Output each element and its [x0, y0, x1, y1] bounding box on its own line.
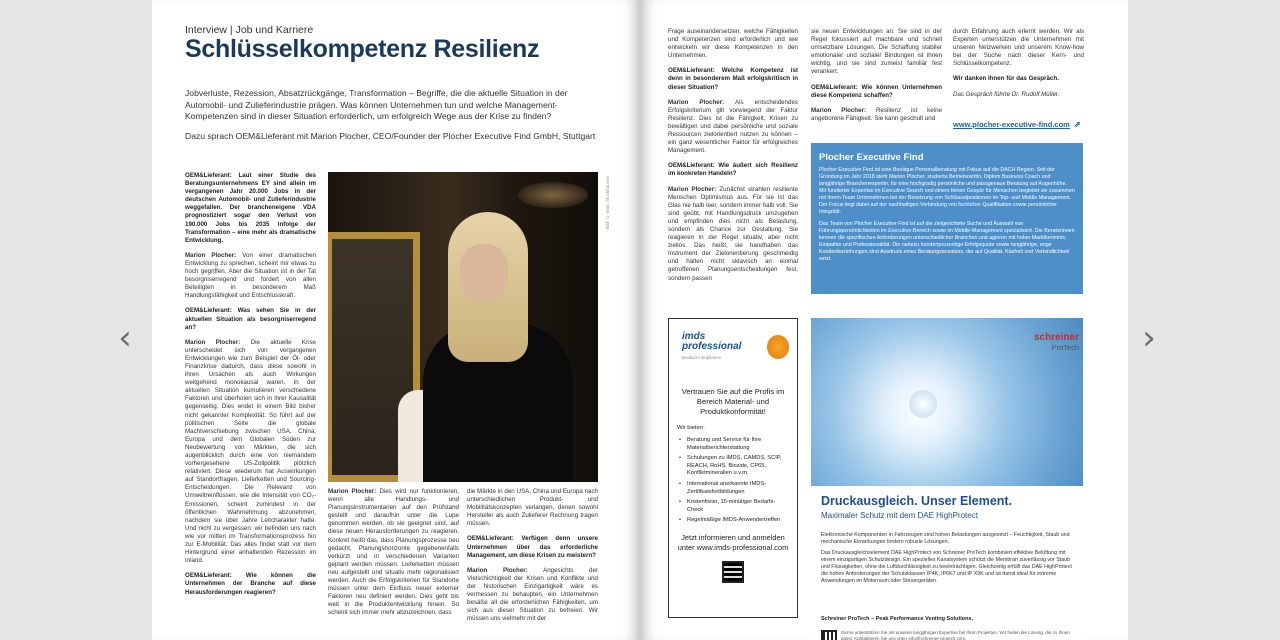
- schreiner-advertisement[interactable]: [811, 318, 1083, 640]
- answer: Marion Plocher: Zunächst strahlen resiliente Menschen Optimismus aus. Für sie ist das Glas nie halb leer, sondern immer halb voll. Sie sind geübt, mit Handlungsdruck umzugehen und empfinden dies nicht als Belastung, sondern als Chance zur Gestaltung. Sie reagieren in der Regel situativ, aber nicht ziellos. Das heißt, sie handhaben das Instrument der Zielorientierung geschmeidig und halten nicht sklavisch an einmal getroffenen Planungsentscheidungen fest, sondern passen: [668, 185, 798, 282]
- photo-person-face: [460, 244, 508, 302]
- list-item: • Schulungen zu IMDS, CAMDS, SCIP, REACH, RoHS, Biozide, CP65, Konfliktmineralien u.v.m.: [687, 455, 789, 478]
- answer: Marion Plocher: Angesichts der Vielschichtigkeit der Krisen und Konflikte und der historischen Einzigartigkeit wäre es vermessen zu behaupten, ein Unternehmen besäße all die erforderlichen Fähigkeiten, um sich aus dieser Situation zu befreien. Wir müssen uns vielmehr mit der: [467, 566, 598, 623]
- question: OEM&Lieferant: Wie äußert sich Resilienz im konkreten Handeln?: [668, 162, 798, 178]
- ad-footer: Gerne unterstützen Sie mit unseren langjährigen Expertise bei Ihren Projekten. Wir finden die Lösung, die zu Ihnen passt. Kontaktieren Sie uns unter info@schreiner-protech.com.: [841, 630, 1070, 640]
- website-link[interactable]: www.plocher-executive-find.com ⇗: [953, 120, 1081, 129]
- qr-code-icon: [821, 630, 837, 640]
- photo-credit: Bild: © Marc Stockhausen: [605, 176, 610, 230]
- info-box-text: Plocher Executive Find ist eine Boutique Personalberatung mit Fokus auf die DACH Region. Seit der Gründung im Jahr 2018 steht Marion Plocher, studierte Betriebswirtin, Diplom Business Coach und langjährige Branchenexpertin, für eine hochgradig persönliche und passgenaue Beratung auf Augenhöhe. Mit fundierter Expertise im Executive Search und einem feinen Gespür für Menschen begleitet sie zusammen mit ihrem Team Unternehmen bei der Besetzung von Schlüsselpositionen im Top- und Middle Management. Der Fokus liegt dabei auf der nachhaltigen Verbindung von fachlicher Qualifikation sowie persönlicher Integrität. Das Team von Plocher Executive Find ist auf die zielgerichtete Suche und Auswahl von Führungspersönlichkeiten im Executive-Bereich sowie im Middle-Management spezialisiert. Die Beraterinnen kennen die spezifischen Anforderungen unterschiedlicher Branchen und agieren mit hoher Marktkenntnis, Empathie und Professionalität. Die nahezu hundertprozentige Erfolgsquote sowie langjährige, enge Kundenbeziehungen sind Ausdruck eines Beratungsansatzes, der auf Qualität, Klarheit und Verbindlichkeit setzt.: [819, 167, 1075, 262]
- answer: durch Erfahrung auch erlernt werden. Wir als Experten unterstützen die Unternehmen mit unseren Netzwerken und unserem Know-how bei der Suche nach dieser Kern- und Schlüsselkompetenz.: [953, 28, 1084, 68]
- right-column-1: [668, 28, 798, 310]
- left-column-1: [185, 172, 316, 640]
- answer: Marion Plocher: Von einer dramatischen Entwicklung zu sprechen, scheint mir etwas zu hoch gegriffen. Aber die Situation ist in der Tat besorgniserregend und fordert von allen Beteiligten in besonderem Maß Handlungsfähigkeit und Entschlusskraft.: [185, 251, 316, 300]
- vent-element-icon: [909, 390, 937, 418]
- thanks-line: Wir danken Ihnen für das Gespräch.: [953, 75, 1059, 83]
- company-info-box: [811, 143, 1083, 294]
- list-item: • Regelmäßige IMDS-Anwendertreffen: [687, 517, 789, 525]
- question: OEM&Lieferant: Wie können Unternehmen diese Kompetenz schaffen?: [811, 83, 942, 99]
- left-column-3: [467, 488, 598, 640]
- right-column-2: [811, 28, 942, 138]
- answer: Frage auseinandersetzen, welche Fähigkeiten und Kompetenzen sind erforderlich und wie entwickeln wir diese Kompetenzen in den Unternehmen.: [668, 28, 798, 60]
- imds-advertisement[interactable]: [668, 318, 798, 618]
- photo-lamp: [518, 182, 588, 208]
- sun-logo-icon: [767, 335, 789, 359]
- imds-headline: Vertrauen Sie auf die Profis im Bereich Material- und Produktkonformität!: [681, 387, 785, 416]
- ad-body: Elektronische Komponenten in Fahrzeugen sind hohen Belastungen ausgesetzt – Feuchtigkeit, Staub und mechanische Einwirkungen fordern robuste Lösungen. Das Druckausgleichselement DAE HighProtect von Schreiner ProTech kombiniert effektive Belüftung mit einem einzigartigen Schutzdesign. Ein spezielles Kanalsystem schützt die Membran zuverlässig vor Staub und Flüssigkeiten, ohne die Luftdurchlässigkeit zu beeinträchtigen. Gleichzeitig erfüllt das DAE HighProtect die hohen Anforderungen der Schutzklassen IP4K, IP6K7 und IP X9K und ist damit ideal für extreme Anwendungen im Motorraum oder Steuergeräten.: [821, 532, 1072, 584]
- left-column-2: [328, 488, 459, 640]
- ad-headline: Druckausgleich. Unser Element.: [821, 494, 1013, 508]
- list-item: • Beratung und Service für Ihre Materialberichterstattung: [687, 437, 789, 452]
- answer: Marion Plocher: Dies wird nur funktionieren, wenn alle Handlungs- und Planungsinstrumentarien auf den Prüfstand gestellt und daraufhin unter die Lupe genommen werden, ob sie geeignet sind, auf diese neuen Herausforderungen zu reagieren. Konkret heißt das, dass Planungsprozesse neu gedacht, Planungshorizonte gegebenenfalls verkürzt und in verschiedenen Varianten geplant werden müssen. Lieferketten müssen neu aufgestellt und situativ mehr regionalisiert werden. Auch die Erfolgskriterien für Standorte müssen unter dem Einfluss neuer externer Faktoren neu definiert werden. Dies geht bis weit in die Produktentwicklung hinein. So scheint sich immer mehr abzuzeichnen, dass: [328, 488, 459, 617]
- interviewer-note: Das Gespräch führte Dr. Rudolf Müller.: [953, 90, 1060, 98]
- answer: sie neuen Entwicklungen an. Sie sind in der Regel fokussiert auf machbare und schnell umsetzbare Lösungen. Die Schaffung stabiler emotionaler und sozialer Bindungen ist ihnen wichtig, und sie sind zumeist familiär fest verankert.: [811, 28, 942, 76]
- question: OEM&Lieferant: Verfügen denn unsere Unternehmen über das erforderliche Management, um diese Krisen zu meistern?: [467, 535, 598, 559]
- qr-code-icon: [722, 561, 744, 583]
- portrait-photo: [328, 172, 598, 482]
- ad-slogan: Schreiner ProTech – Peak Performance Venting Solutions.: [821, 616, 974, 622]
- ad-subline: Maximaler Schutz mit dem DAE HighProtect: [821, 511, 978, 520]
- imds-logo: imds professional product compliance: [677, 327, 789, 367]
- answer: Marion Plocher: Resilienz ist keine angeborene Fähigkeit. Sie kann geschult und: [811, 106, 942, 122]
- answer: die Märkte in den USA, China und Europa nach unterschiedlichen Produkt- und Mobilitätskonzepten verlangen, denen sowohl Hersteller als auch Zulieferer Rechnung tragen müssen.: [467, 488, 598, 528]
- schreiner-logo: schreiner ProTech: [1033, 332, 1079, 352]
- left-page: [152, 0, 640, 640]
- info-box-title: Plocher Executive Find: [819, 152, 924, 163]
- imds-offer-list: [677, 437, 789, 525]
- right-page: [640, 0, 1128, 640]
- list-item: • International anerkannte IMDS-Zertifikatsfortbildungen: [687, 481, 789, 496]
- answer: Marion Plocher: Als entscheidendes Erfolgskriterium gilt vorwiegend der Faktor Resilienz. Dies ist die Fähigkeit, Krisen zu bewältigen und dabei persönliche und soziale Ressourcen zielorientiert nutzen zu können – ein ganz wesentlicher Faktor für erfolgreiches Management.: [668, 98, 798, 155]
- external-link-icon: ⇗: [1073, 120, 1081, 129]
- imds-call-to-action: Jetzt informieren und anmelden unter www.imds-professional.com: [677, 532, 789, 552]
- answer: Marion Plocher: Die aktuelle Krise unterscheidet sich von vergangenen Entwicklungen wie zum Beispiel der Öl- oder Finanzkrise dadurch, dass diese sowohl in ihren Ursachen als auch Wirkungen weitgehend monokausal waren. In der aktuellen Situation kumulieren verschiedene Faktoren und überholen sich in ihrer Kausalität gegenseitig. Dies endet in einem Bild bisher nicht gekannter Komplexität. So führt auf der politischen Seite die globale Machtverschiebung zwischen USA, China, Europa und dem Globalen Süden zur Neubewertung von Märkten, die sich augenblicklich durch eine von niemandem vorhergesehene US-Zollpolitik plötzlich relativiert. Diese wiederum hat Auswirkungen auf Standortfragen, Lieferketten und Sourcing-Entscheidungen. Die Relevanz von Umweltreinflüssen, wie die Intensität von CO₂-Emissionen, scheint zumindest in der öffentlichen Wahrnehmung abzunehmen, nachdem sie über Jahre Leitcharakter hatte. Und nicht zu vergessen: wir befinden uns nach wie vor mitten im Transformationsprozess hin zur E-Mobilität. Das alles findet statt vor dem Hintergrund einer anhaltenden Rezession im Inland.: [185, 338, 316, 565]
- question: OEM&Lieferant: Laut einer Studie des Beratungsunternehmens EY sind allein im vergangenen Jahr 20.000 Jobs in der deutschen Automobil- und Zulieferindustrie weggefallen. Der brancheneigene VDA prognostiziert sogar den Verlust von 190.000 Jobs bis 2035 infolge der Transformation – eine mehr als dramatische Entwicklung.: [185, 172, 316, 244]
- article-title: Schlüsselkompetenz Resilienz: [185, 35, 540, 63]
- magazine-spread: [152, 0, 1128, 640]
- article-lead: Jobverluste, Rezession, Absatzrückgänge, Transformation – Begriffe, die die aktuelle Situation in der Automobil- und Zulieferindustrie prägen. Was können Unternehmen tun und welche Management-Kompetenzen sind in dieser Situation erforderlich, um erfolgreich Wege aus der Krise zu finden?: [185, 88, 568, 121]
- next-page-arrow-icon[interactable]: ›: [1142, 318, 1156, 358]
- section-kicker: Interview | Job und Karriere: [185, 24, 314, 36]
- imds-offer-label: Wir bieten:: [677, 425, 705, 431]
- question: OEM&Lieferant: Was sehen Sie in der aktuellen Situation als besorgniserregend an?: [185, 307, 316, 331]
- article-intro: Dazu sprach OEM&Lieferant mit Marion Plocher, CEO/Founder der Plocher Executive Find GmbH, Stuttgart: [185, 131, 596, 141]
- previous-page-arrow-icon[interactable]: ‹: [118, 318, 132, 358]
- question: OEM&Lieferant: Welche Kompetenz ist denn in besonderem Maß erfolgskritisch in dieser Situation?: [668, 67, 798, 91]
- list-item: • Kostenfreier, 15-minütiger Bedarfs-Check: [687, 499, 789, 514]
- question: OEM&Lieferant: Wie können die Unternehmen der Branche auf diese Herausforderungen reagieren?: [185, 572, 316, 596]
